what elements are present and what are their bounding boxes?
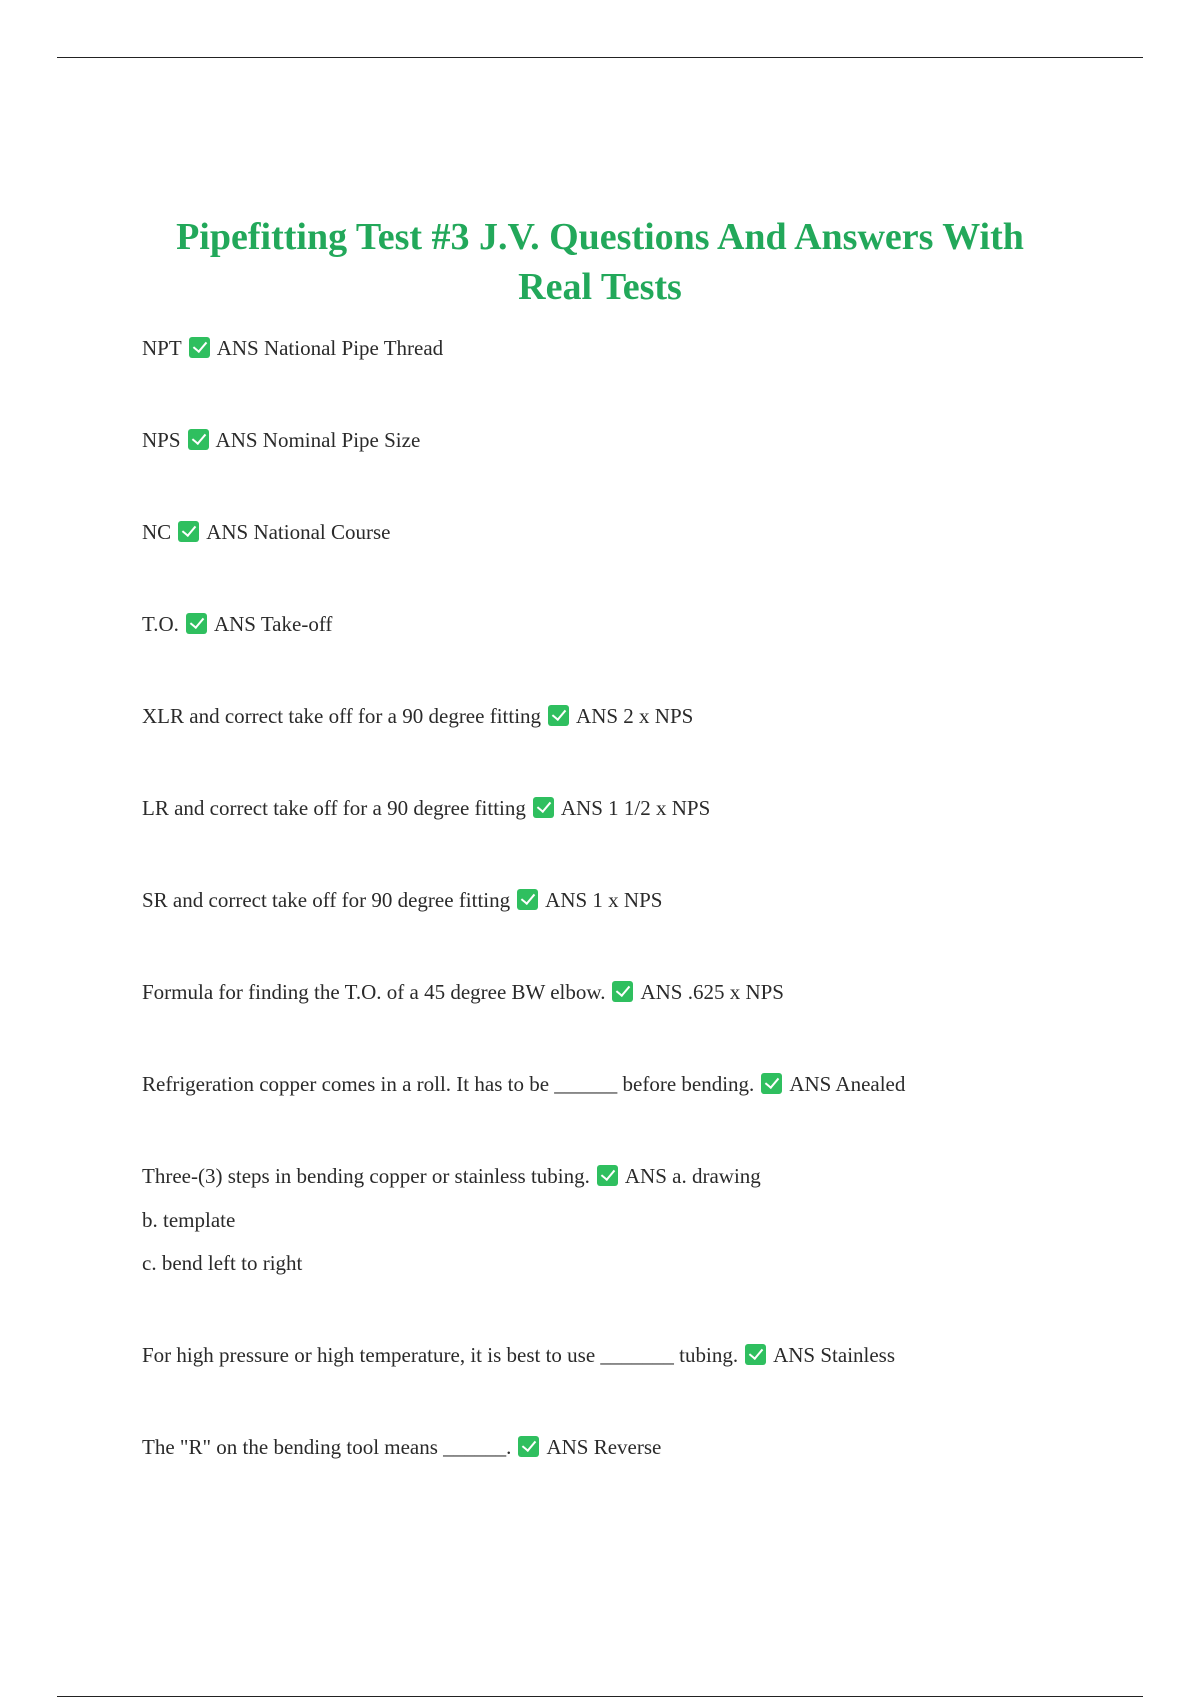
check-icon (597, 1165, 618, 1186)
qa-item (142, 1341, 1142, 1369)
answer-text: ANS 2 x NPS (576, 704, 694, 728)
answer-text: ANS 1 1/2 x NPS (560, 796, 711, 820)
question-text: For high pressure or high temperature, it is best to use _______ tubing. (142, 1343, 739, 1367)
check-icon (612, 981, 633, 1002)
question-text: Refrigeration copper comes in a roll. It has to be ______ before bending. (142, 1072, 755, 1096)
question-text: The "R" on the bending tool means ______. (142, 1435, 512, 1459)
check-icon (533, 797, 554, 818)
answer-text: ANS 1 x NPS (545, 888, 663, 912)
answer-text: ANS National Pipe Thread (216, 336, 444, 360)
qa-item (142, 978, 1142, 1006)
check-icon (548, 705, 569, 726)
qa-item (142, 1433, 1142, 1461)
question-text: Three-(3) steps in bending copper or stainless tubing. (142, 1164, 590, 1188)
answer-text: ANS Stainless (773, 1343, 896, 1367)
qa-item (142, 426, 1142, 454)
answer-text: ANS a. drawing (624, 1164, 761, 1188)
answer-text: ANS Anealed (789, 1072, 906, 1096)
question-text: Formula for finding the T.O. of a 45 degree BW elbow. (142, 980, 606, 1004)
answer-text: ANS National Course (206, 520, 391, 544)
qa-item (142, 794, 1142, 822)
answer-text: ANS Nominal Pipe Size (215, 428, 421, 452)
answer-text: ANS Reverse (546, 1435, 662, 1459)
qa-item (142, 334, 1142, 362)
check-icon (178, 521, 199, 542)
question-text: T.O. (142, 612, 179, 636)
question-text: NPS (142, 428, 181, 452)
top-divider (57, 57, 1143, 58)
bottom-divider (57, 1696, 1143, 1697)
check-icon (518, 1436, 539, 1457)
check-icon (188, 429, 209, 450)
qa-item (142, 610, 1142, 638)
check-icon (761, 1073, 782, 1094)
answer-text: ANS .625 x NPS (640, 980, 784, 1004)
question-text: NPT (142, 336, 182, 360)
check-icon (745, 1344, 766, 1365)
page-title: Pipefitting Test #3 J.V. Questions And Answers With Real Tests (176, 216, 1024, 308)
question-text: SR and correct take off for 90 degree fitting (142, 888, 511, 912)
qa-item (142, 1162, 1142, 1277)
question-text: XLR and correct take off for a 90 degree fitting (142, 704, 542, 728)
qa-item (142, 886, 1142, 914)
answer-text: ANS Take-off (213, 612, 333, 636)
check-icon (186, 613, 207, 634)
question-text: LR and correct take off for a 90 degree fitting (142, 796, 526, 820)
qa-item (142, 702, 1142, 730)
check-icon (517, 889, 538, 910)
answer-continuation: b. template (142, 1208, 236, 1232)
question-text: NC (142, 520, 172, 544)
answer-continuation: c. bend left to right (142, 1251, 303, 1275)
qa-item (142, 518, 1142, 546)
check-icon (189, 337, 210, 358)
qa-item (142, 1070, 1142, 1098)
